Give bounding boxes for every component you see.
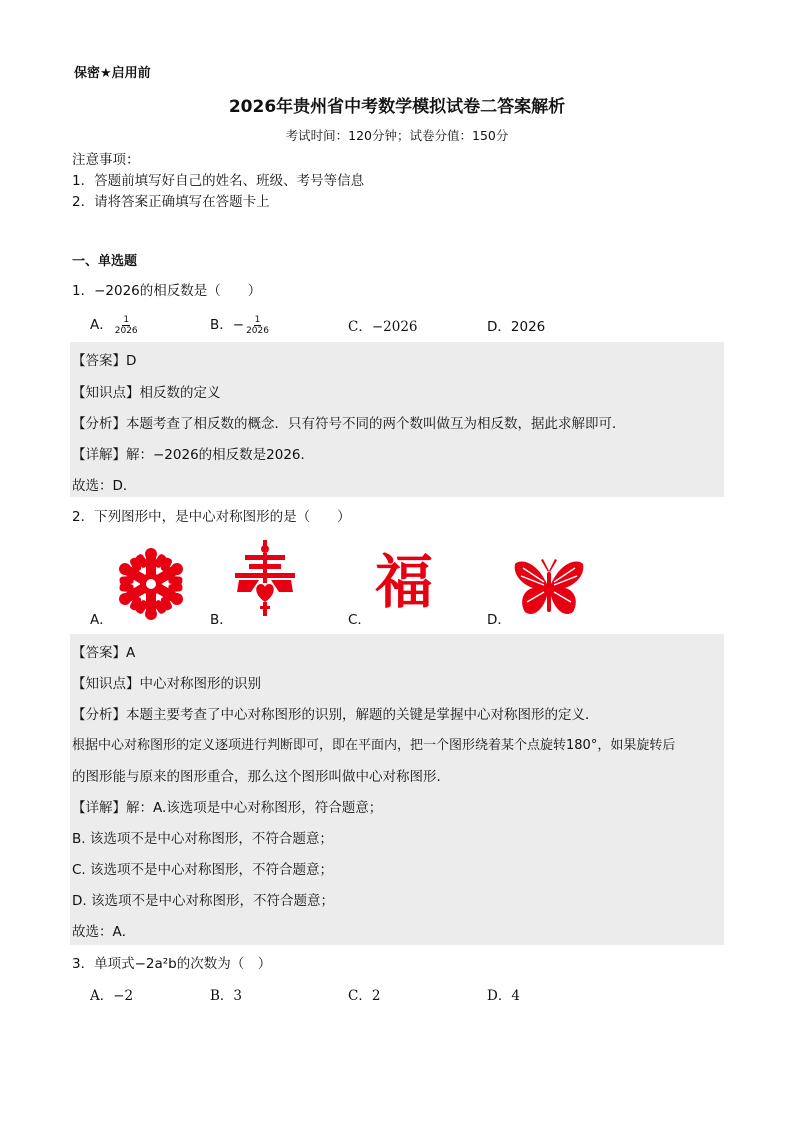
q2-analysis-line-2: 根据中心对称图形的定义逐项进行判断即可，即在平面内，把一个图形绕着某个点旋转180°，如果旋转后 <box>72 738 676 753</box>
q1-detail: 【详解】解：−2026的相反数是2026． <box>72 447 315 463</box>
spring-knot-figure <box>233 540 297 620</box>
q2-choice: 故选：A． <box>72 924 136 940</box>
q1-option-b-fraction: $\frac{1}{2026}$ <box>246 314 269 336</box>
q2-answer: 【答案】A <box>72 645 136 661</box>
q2-analysis-line-3: 的图形能与原来的图形重合，那么这个图形叫做中心对称图形． <box>72 769 450 785</box>
snowflake-figure <box>114 548 188 620</box>
q3-option-d: D．4 <box>487 988 520 1004</box>
q2-detail-c: C. 该选项不是中心对称图形，不符合题意； <box>72 862 334 878</box>
q1-analysis: 【分析】本题考查了相反数的概念．只有符号不同的两个数叫做互为相反数，据此求解即可． <box>72 416 626 432</box>
q1-answer: 【答案】D <box>72 353 137 369</box>
q2-detail-d: D. 该选项不是中心对称图形，不符合题意； <box>72 893 334 909</box>
q2-option-a: A． <box>90 612 113 628</box>
fu-character-figure: 福 <box>374 548 433 616</box>
q1-option-d: D．2026 <box>487 319 546 335</box>
notes-item-1: 1．答题前填写好自己的姓名、班级、考号等信息 <box>72 173 365 189</box>
q2-option-b: B． <box>210 612 233 628</box>
q2-analysis: 【分析】本题主要考查了中心对称图形的识别，解题的关键是掌握中心对称图形的定义． <box>72 707 599 723</box>
q3-stem: 3．单项式−2a²b的次数为（ ） <box>72 956 272 972</box>
exam-info: 考试时间：120分钟；试卷分值：150分 <box>285 128 509 143</box>
q2-option-c: C． <box>348 612 371 628</box>
q1-choice: 故选：D． <box>72 478 137 494</box>
q1-option-b: B．− $\frac{1}{2026}$ <box>210 314 269 336</box>
confidential-mark: 保密★启用前 <box>74 66 151 81</box>
q3-option-b: B．3 <box>210 988 243 1004</box>
section-title: 一、单选题 <box>72 254 138 269</box>
q2-option-d: D． <box>487 612 511 628</box>
page-title: 2026年贵州省中考数学模拟试卷二答案解析 <box>228 97 566 117</box>
q3-option-a: A．−2 <box>90 988 134 1004</box>
q2-detail: 【详解】解：A.该选项是中心对称图形，符合题意； <box>72 800 383 816</box>
q1-knowledge: 【知识点】相反数的定义 <box>72 385 221 401</box>
q1-option-a: A． $\frac{1}{2026}$ <box>90 314 138 336</box>
q2-stem: 2．下列图形中，是中心对称图形的是（ ） <box>72 509 351 525</box>
notes-item-2: 2．请将答案正确填写在答题卡上 <box>72 194 270 210</box>
q3-option-c: C．2 <box>348 988 381 1004</box>
q1-option-a-fraction: $\frac{1}{2026}$ <box>114 314 138 336</box>
q2-detail-b: B. 该选项不是中心对称图形，不符合题意； <box>72 831 333 847</box>
butterfly-figure <box>513 558 585 620</box>
q1-stem: 1．−2026的相反数是（ ） <box>72 283 262 299</box>
q1-option-c: C．−2026 <box>348 319 418 335</box>
q2-knowledge: 【知识点】中心对称图形的识别 <box>72 676 261 692</box>
notes-heading: 注意事项： <box>72 152 140 168</box>
